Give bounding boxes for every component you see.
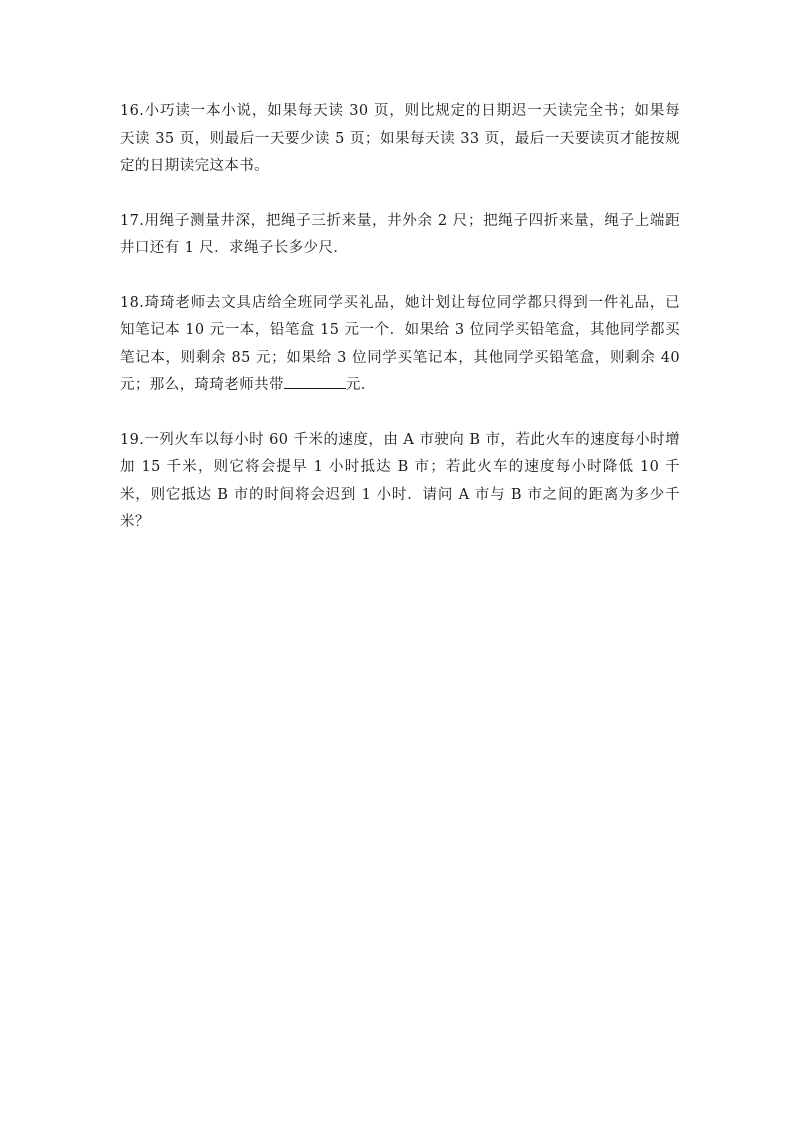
document-page: [120, 98, 680, 537]
problem-18-text: 18.琦琦老师去文具店给全班同学买礼品，她计划让每位同学都只得到一件礼品，已知笔记本 10 元一本，铅笔盒 15 元一个．如果给 3 位同学买铅笔盒，其他同学都买笔记本，则剩余 85 元；如果给 3 位同学买笔记本，其他同学买铅笔盒，则剩余 40 元；那么，琦琦老师共带: [120, 294, 680, 393]
problem-19: 19.一列火车以每小时 60 千米的速度，由 A 市驶向 B 市，若此火车的速度每小时增加 15 千米，则它将会提早 1 小时抵达 B 市；若此火车的速度每小时降低 10 千米，则它抵达 B 市的时间将会迟到 1 小时．请问 A 市与 B 市之间的距离为多少千米？: [120, 431, 680, 530]
answer-blank: [284, 372, 346, 389]
problem-16: 16.小巧读一本小说，如果每天读 30 页，则比规定的日期迟一天读完全书；如果每天读 35 页，则最后一天要少读 5 页；如果每天读 33 页，最后一天要读页才能按规定的日期读完这本书。: [120, 103, 680, 174]
problem-18: [120, 290, 680, 400]
problem-18-text-end: 元．: [345, 377, 376, 393]
problem-17: 17.用绳子测量井深，把绳子三折来量，井外余 2 尺；把绳子四折来量，绳子上端距井口还有 1 尺．求绳子长多少尺．: [120, 212, 680, 256]
